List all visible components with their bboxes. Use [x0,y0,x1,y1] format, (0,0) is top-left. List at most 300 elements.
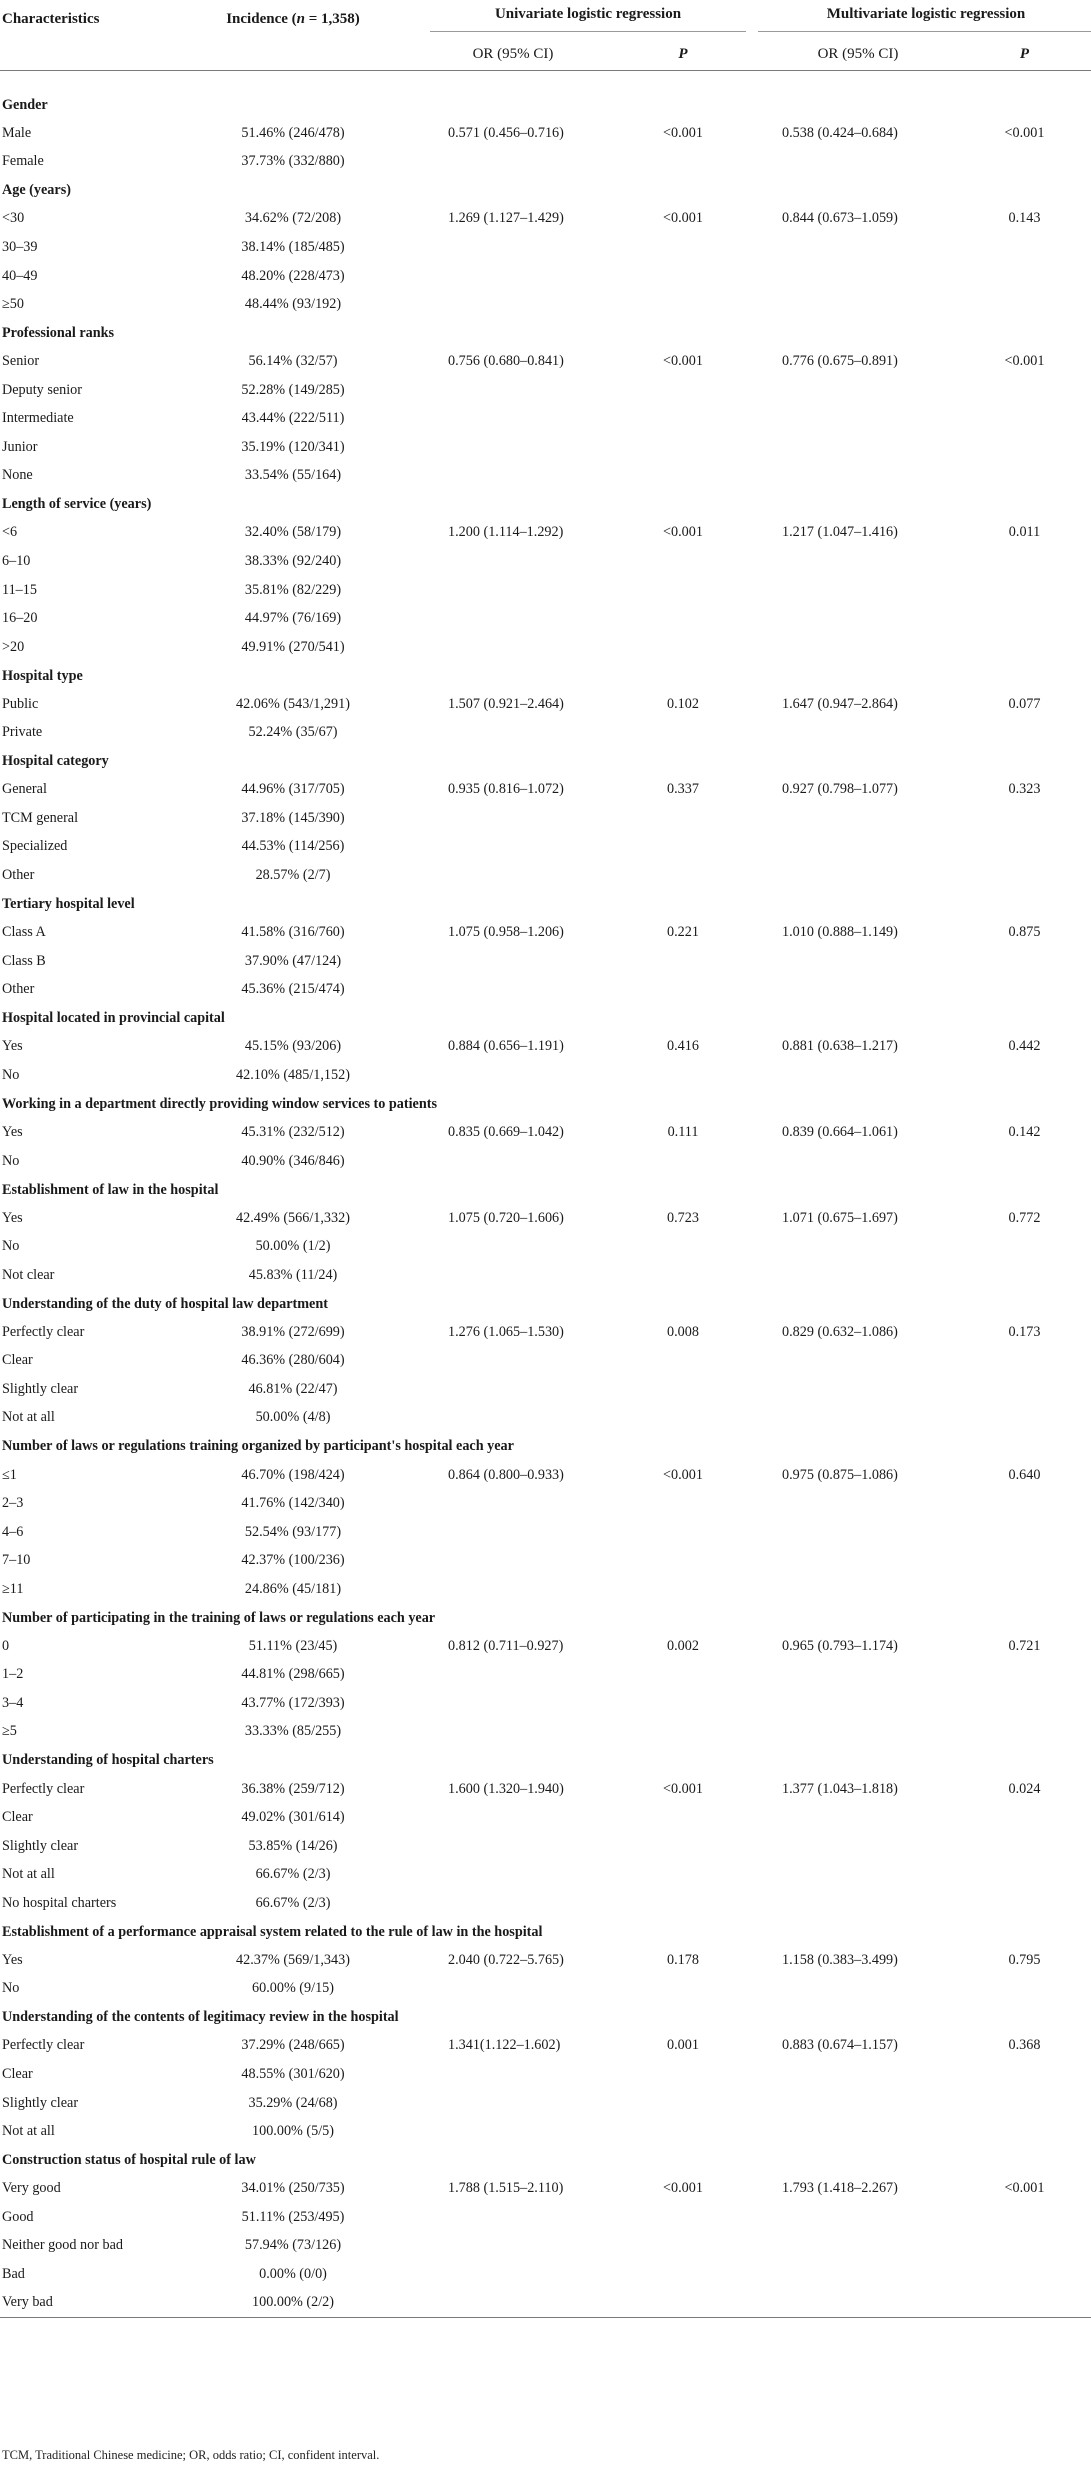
univariate-p-cell: 0.416 [667,1038,699,1055]
row-label: Junior [2,438,38,455]
incidence-cell: 43.77% (172/393) [241,1694,345,1711]
section-title: Establishment of a performance appraisal system related to the rule of law in the hospital [2,1923,543,1940]
incidence-cell: 57.94% (73/126) [244,2237,342,2254]
row-label: Other [2,981,35,998]
row-label: 40–49 [2,267,38,284]
multivariate-p-cell [958,1661,1091,1690]
incidence-cell: 100.00% (2/2) [168,2289,418,2318]
row-label: Not clear [2,1266,55,1283]
table-row [0,690,1091,719]
row-label: ≤1 [2,1466,17,1483]
univariate-or-cell [418,604,608,633]
table-row [0,1461,1091,1490]
univariate-p-cell [608,148,758,177]
row-label: No [2,1980,20,1997]
multivariate-or-cell [758,633,958,662]
incidence-cell: 51.46% (246/478) [241,124,345,141]
univariate-p-cell [608,1718,758,1747]
table-row [0,262,1091,291]
univariate-p-cell [608,2060,758,2089]
row-label: 2–3 [2,1495,24,1512]
incidence-cell: 40.90% (346/846) [241,1152,345,1169]
table-row [0,1347,1091,1376]
univariate-or-cell [418,1232,608,1261]
univariate-or-cell: 0.935 (0.816–1.072) [448,781,564,798]
univariate-p-cell: 0.002 [667,1637,699,1654]
multivariate-or-cell [758,262,958,291]
row-label: Intermediate [2,410,74,427]
section-header-row [0,1004,1091,1033]
table-footnote: TCM, Traditional Chinese medicine; OR, odds ratio; CI, confident interval. [2,2448,380,2462]
row-label: Clear [2,1809,33,1826]
table-row [0,1546,1091,1575]
multivariate-or-cell [758,719,958,748]
univariate-or-cell [418,947,608,976]
header-incidence-text: Incidence (n = 1,358) [226,10,360,27]
row-label: Not at all [2,1409,55,1426]
multivariate-or-cell: 1.010 (0.888–1.149) [782,924,898,941]
multivariate-p-cell [958,462,1091,491]
univariate-or-cell: 0.756 (0.680–0.841) [448,353,564,370]
header-incidence [168,0,418,38]
univariate-p-cell [608,604,758,633]
row-label: 1–2 [2,1666,24,1683]
incidence-cell: 42.10% (485/1,152) [236,1066,350,1083]
multivariate-p-cell [958,405,1091,434]
row-label: Class B [2,952,46,969]
univariate-p-cell: 0.337 [667,781,699,798]
univariate-p-cell: <0.001 [663,2180,703,2197]
incidence-cell: 50.00% (1/2) [255,1238,331,1255]
univariate-or-cell [418,1518,608,1547]
multivariate-p-cell: 0.142 [1008,1123,1041,1140]
multivariate-p-cell [958,2117,1091,2146]
section-title: Establishment of law in the hospital [2,1181,219,1198]
univariate-or-cell [418,1889,608,1918]
table-row [0,2232,1091,2261]
section-header-row [0,176,1091,205]
multivariate-p-cell [958,1061,1091,1090]
multivariate-or-cell [758,833,958,862]
row-label: No [2,1238,20,1255]
univariate-p-cell [608,633,758,662]
incidence-cell: 43.44% (222/511) [241,410,345,427]
univariate-p-cell [608,576,758,605]
multivariate-or-cell [758,947,958,976]
incidence-cell: 48.20% (228/473) [241,267,345,284]
section-header-row [0,2003,1091,2032]
incidence-cell: 66.67% (2/3) [255,1894,331,1911]
multivariate-p-cell [958,2203,1091,2232]
row-label: No [2,1152,20,1169]
multivariate-or-cell [758,1147,958,1176]
multivariate-p-cell: 0.011 [1008,524,1041,541]
multivariate-or-cell: 0.927 (0.798–1.077) [782,781,898,798]
section-title-pad [758,1432,1091,1461]
univariate-p-cell [608,1404,758,1433]
multivariate-p-cell [958,1803,1091,1832]
univariate-p-cell [608,1661,758,1690]
multivariate-or-cell [758,2232,958,2261]
univariate-or-cell [418,433,608,462]
multivariate-p-cell [958,1518,1091,1547]
table-row [0,861,1091,890]
row-label: 4–6 [2,1523,24,1540]
table-body [0,71,1091,2318]
univariate-p-cell [608,833,758,862]
table-row [0,1033,1091,1062]
table-row [0,2117,1091,2146]
table-row [0,1575,1091,1604]
multivariate-p-cell [958,1347,1091,1376]
row-label: Other [2,867,35,884]
univariate-p-cell: 0.001 [667,2037,699,2054]
multivariate-p-cell [958,1975,1091,2004]
section-title: Number of participating in the training of laws or regulations each year [2,1609,436,1626]
incidence-cell: 42.37% (100/236) [241,1552,345,1569]
multivariate-or-cell: 0.844 (0.673–1.059) [782,210,898,227]
table-row [0,833,1091,862]
table-row [0,233,1091,262]
section-title: Gender [2,96,48,113]
multivariate-or-cell [758,604,958,633]
incidence-cell: 46.70% (198/424) [241,1466,345,1483]
multivariate-or-cell [758,576,958,605]
multivariate-p-cell [958,1232,1091,1261]
row-label: TCM general [2,809,79,826]
univariate-p-cell: 0.221 [667,924,699,941]
section-title: Age (years) [2,182,71,199]
multivariate-p-cell [958,1404,1091,1433]
univariate-or-cell: 1.276 (1.065–1.530) [448,1323,564,1340]
multivariate-p-cell [958,861,1091,890]
univariate-or-cell [418,262,608,291]
multivariate-p-cell [958,1718,1091,1747]
multivariate-or-cell [758,1832,958,1861]
section-title-pad [758,1603,1091,1632]
table-row [0,604,1091,633]
multivariate-or-cell [758,547,958,576]
incidence-cell: 34.01% (250/735) [241,2180,345,2197]
multivariate-p-cell: 0.795 [1008,1951,1041,1968]
header-or-univariate: OR (95% CI) [418,38,608,71]
multivariate-p-cell: 0.173 [1008,1323,1041,1340]
incidence-cell: 100.00% (5/5) [252,2123,334,2140]
multivariate-p-cell [958,1147,1091,1176]
row-label: 3–4 [2,1694,24,1711]
table-row [0,633,1091,662]
table-row [0,1204,1091,1233]
univariate-or-cell [418,547,608,576]
section-title: Hospital located in provincial capital [2,1010,225,1027]
incidence-cell: 24.86% (45/181) [244,1580,342,1597]
header-p-multivariate: P [958,38,1091,71]
multivariate-or-cell: 0.881 (0.638–1.217) [782,1038,898,1055]
section-header-row [0,319,1091,348]
incidence-cell: 44.81% (298/665) [241,1666,345,1683]
univariate-or-cell [418,2203,608,2232]
multivariate-p-cell: <0.001 [1004,2180,1045,2197]
univariate-p-cell [608,1889,758,1918]
multivariate-p-cell [958,604,1091,633]
row-label: Slightly clear [2,2094,79,2111]
univariate-or-cell [418,1375,608,1404]
section-title-pad [758,1918,1091,1947]
univariate-or-cell [418,376,608,405]
univariate-p-cell [608,2089,758,2118]
multivariate-p-cell [958,2260,1091,2289]
row-label: Senior [2,353,40,370]
incidence-cell: 52.28% (149/285) [241,381,345,398]
incidence-cell: 42.06% (543/1,291) [236,695,350,712]
univariate-or-cell [418,1718,608,1747]
multivariate-p-cell: 0.323 [1008,781,1041,798]
table-row [0,1946,1091,1975]
row-label: 6–10 [2,553,31,570]
multivariate-or-cell [758,1375,958,1404]
univariate-or-cell [418,1404,608,1433]
univariate-p-cell [608,1803,758,1832]
incidence-cell: 46.36% (280/604) [241,1352,345,1369]
univariate-p-cell [608,433,758,462]
table-row [0,290,1091,319]
row-label: <6 [2,524,18,541]
header-univariate [418,0,758,38]
univariate-p-cell: <0.001 [663,124,703,141]
multivariate-or-cell [758,1546,958,1575]
table-row [0,2174,1091,2203]
incidence-cell: 49.91% (270/541) [241,638,345,655]
row-label: <30 [2,210,25,227]
incidence-cell: 32.40% (58/179) [244,524,342,541]
multivariate-p-cell [958,975,1091,1004]
multivariate-p-cell [958,833,1091,862]
multivariate-p-cell [958,376,1091,405]
section-header-row [0,2146,1091,2175]
row-label: Perfectly clear [2,2037,85,2054]
univariate-or-cell: 1.075 (0.720–1.606) [448,1209,564,1226]
multivariate-or-cell: 0.776 (0.675–0.891) [782,353,898,370]
multivariate-or-cell: 0.538 (0.424–0.684) [782,124,898,141]
univariate-or-cell [418,148,608,177]
section-header-row [0,661,1091,690]
univariate-p-cell [608,1232,758,1261]
multivariate-p-cell [958,547,1091,576]
univariate-or-cell: 1.200 (1.114–1.292) [448,524,564,541]
table-header [0,0,1091,71]
univariate-p-cell: <0.001 [663,1466,703,1483]
row-label: 11–15 [2,581,37,598]
table-row [0,1318,1091,1347]
spacer-cell [0,71,1091,91]
univariate-or-cell [418,1261,608,1290]
section-header-row [0,1289,1091,1318]
table-row [0,462,1091,491]
multivariate-or-cell [758,1489,958,1518]
section-title: Professional ranks [2,325,115,342]
incidence-cell: 33.54% (55/164) [244,467,342,484]
multivariate-or-cell [758,1718,958,1747]
row-label: Very good [2,2180,61,2197]
table-row [0,1803,1091,1832]
multivariate-p-cell [958,1546,1091,1575]
table-row [0,405,1091,434]
section-title: Understanding of the duty of hospital law department [2,1295,328,1312]
table-row [0,1860,1091,1889]
univariate-or-cell [418,2060,608,2089]
multivariate-or-cell [758,1518,958,1547]
univariate-p-cell [608,1489,758,1518]
multivariate-p-cell [958,1575,1091,1604]
multivariate-or-cell [758,1261,958,1290]
multivariate-p-cell [958,2289,1091,2318]
table-row [0,1118,1091,1147]
table-row [0,2089,1091,2118]
row-label: No [2,1066,20,1083]
multivariate-or-cell [758,1661,958,1690]
univariate-or-cell: 1.788 (1.515–2.110) [448,2180,564,2197]
incidence-cell: 34.62% (72/208) [244,210,342,227]
multivariate-p-cell: 0.442 [1008,1038,1041,1055]
multivariate-or-cell [758,1347,958,1376]
table-row [0,1689,1091,1718]
row-label: Slightly clear [2,1380,79,1397]
univariate-or-cell [418,233,608,262]
header-or-multivariate: OR (95% CI) [758,38,958,71]
table-row [0,947,1091,976]
incidence-cell: 45.31% (232/512) [241,1123,345,1140]
univariate-p-cell [608,1975,758,2004]
row-label: Female [2,153,44,170]
incidence-cell: 36.38% (259/712) [241,1780,345,1797]
univariate-p-cell: 0.008 [667,1323,699,1340]
multivariate-or-cell [758,1975,958,2004]
multivariate-or-cell [758,1860,958,1889]
multivariate-or-cell [758,861,958,890]
multivariate-p-cell: 0.772 [1008,1209,1041,1226]
multivariate-p-cell: 0.875 [1008,924,1041,941]
univariate-p-cell [608,376,758,405]
table-row [0,1975,1091,2004]
row-label: Good [2,2208,34,2225]
univariate-p-cell [608,405,758,434]
univariate-p-cell [608,2117,758,2146]
table-row [0,918,1091,947]
multivariate-or-cell: 0.883 (0.674–1.157) [782,2037,898,2054]
univariate-p-cell [608,975,758,1004]
incidence-cell: 48.44% (93/192) [244,296,342,313]
section-title: Construction status of hospital rule of law [2,2152,256,2169]
section-header-row [0,747,1091,776]
univariate-or-cell [418,1832,608,1861]
multivariate-p-cell: <0.001 [1004,124,1045,141]
univariate-or-cell [418,2289,608,2318]
row-label: Neither good nor bad [2,2237,123,2254]
header-spacer-row [0,71,1091,91]
univariate-p-cell [608,462,758,491]
row-label: 30–39 [2,239,38,255]
univariate-or-cell [418,1147,608,1176]
multivariate-or-cell [758,433,958,462]
row-label: Public [2,695,39,712]
row-label: Not at all [2,1866,55,1883]
section-title-pad [758,1090,1091,1119]
table-row [0,1889,1091,1918]
univariate-or-cell: 1.341(1.122–1.602) [448,2037,561,2054]
multivariate-p-cell [958,1489,1091,1518]
incidence-cell: 35.81% (82/229) [244,581,342,598]
section-title: Understanding of hospital charters [2,1752,214,1769]
univariate-p-cell [608,1147,758,1176]
row-label: Perfectly clear [2,1323,85,1340]
multivariate-p-cell: 0.721 [1008,1637,1041,1654]
row-label: 7–10 [2,1552,31,1569]
table-row [0,2260,1091,2289]
incidence-cell: 45.15% (93/206) [244,1038,342,1055]
incidence-cell: 56.14% (32/57) [248,353,338,370]
multivariate-p-cell [958,2089,1091,2118]
incidence-cell: 51.11% (23/45) [248,1637,338,1654]
univariate-or-cell [418,405,608,434]
univariate-or-cell [418,290,608,319]
multivariate-or-cell [758,1232,958,1261]
incidence-cell: 37.73% (332/880) [241,153,345,170]
table-row [0,433,1091,462]
section-header-row [0,1746,1091,1775]
multivariate-or-cell: 1.377 (1.043–1.818) [782,1780,898,1797]
univariate-p-cell: <0.001 [663,210,703,227]
section-header-row [0,890,1091,919]
multivariate-or-cell [758,405,958,434]
section-header-row [0,1090,1091,1119]
multivariate-or-cell [758,1689,958,1718]
multivariate-p-cell [958,576,1091,605]
univariate-or-cell: 2.040 (0.722–5.765) [448,1951,564,1968]
incidence-cell: 28.57% (2/7) [255,867,331,884]
univariate-p-cell [608,233,758,262]
incidence-cell: 38.91% (272/699) [241,1323,345,1340]
table-row [0,148,1091,177]
univariate-or-cell [418,2260,608,2289]
table-row [0,2060,1091,2089]
multivariate-p-cell: 0.024 [1008,1780,1041,1797]
univariate-p-cell [608,1860,758,1889]
table-row [0,1147,1091,1176]
multivariate-p-cell [958,719,1091,748]
row-label: None [2,467,33,484]
table-row [0,205,1091,234]
univariate-or-cell: 1.507 (0.921–2.464) [448,695,564,712]
multivariate-or-cell [758,804,958,833]
univariate-p-cell [608,547,758,576]
univariate-or-cell [418,1061,608,1090]
multivariate-or-cell: 0.839 (0.664–1.061) [782,1123,898,1140]
multivariate-p-cell [958,1261,1091,1290]
univariate-or-cell [418,1489,608,1518]
table-row [0,1061,1091,1090]
multivariate-or-cell [758,1803,958,1832]
univariate-or-cell [418,833,608,862]
table-row [0,347,1091,376]
multivariate-p-cell [958,148,1091,177]
multivariate-or-cell [758,2289,958,2318]
row-label: Bad [2,2265,25,2282]
multivariate-p-cell [958,1889,1091,1918]
row-label: No hospital charters [2,1894,117,1911]
multivariate-or-cell [758,975,958,1004]
row-label: ≥5 [2,1723,17,1740]
multivariate-p-cell [958,1689,1091,1718]
